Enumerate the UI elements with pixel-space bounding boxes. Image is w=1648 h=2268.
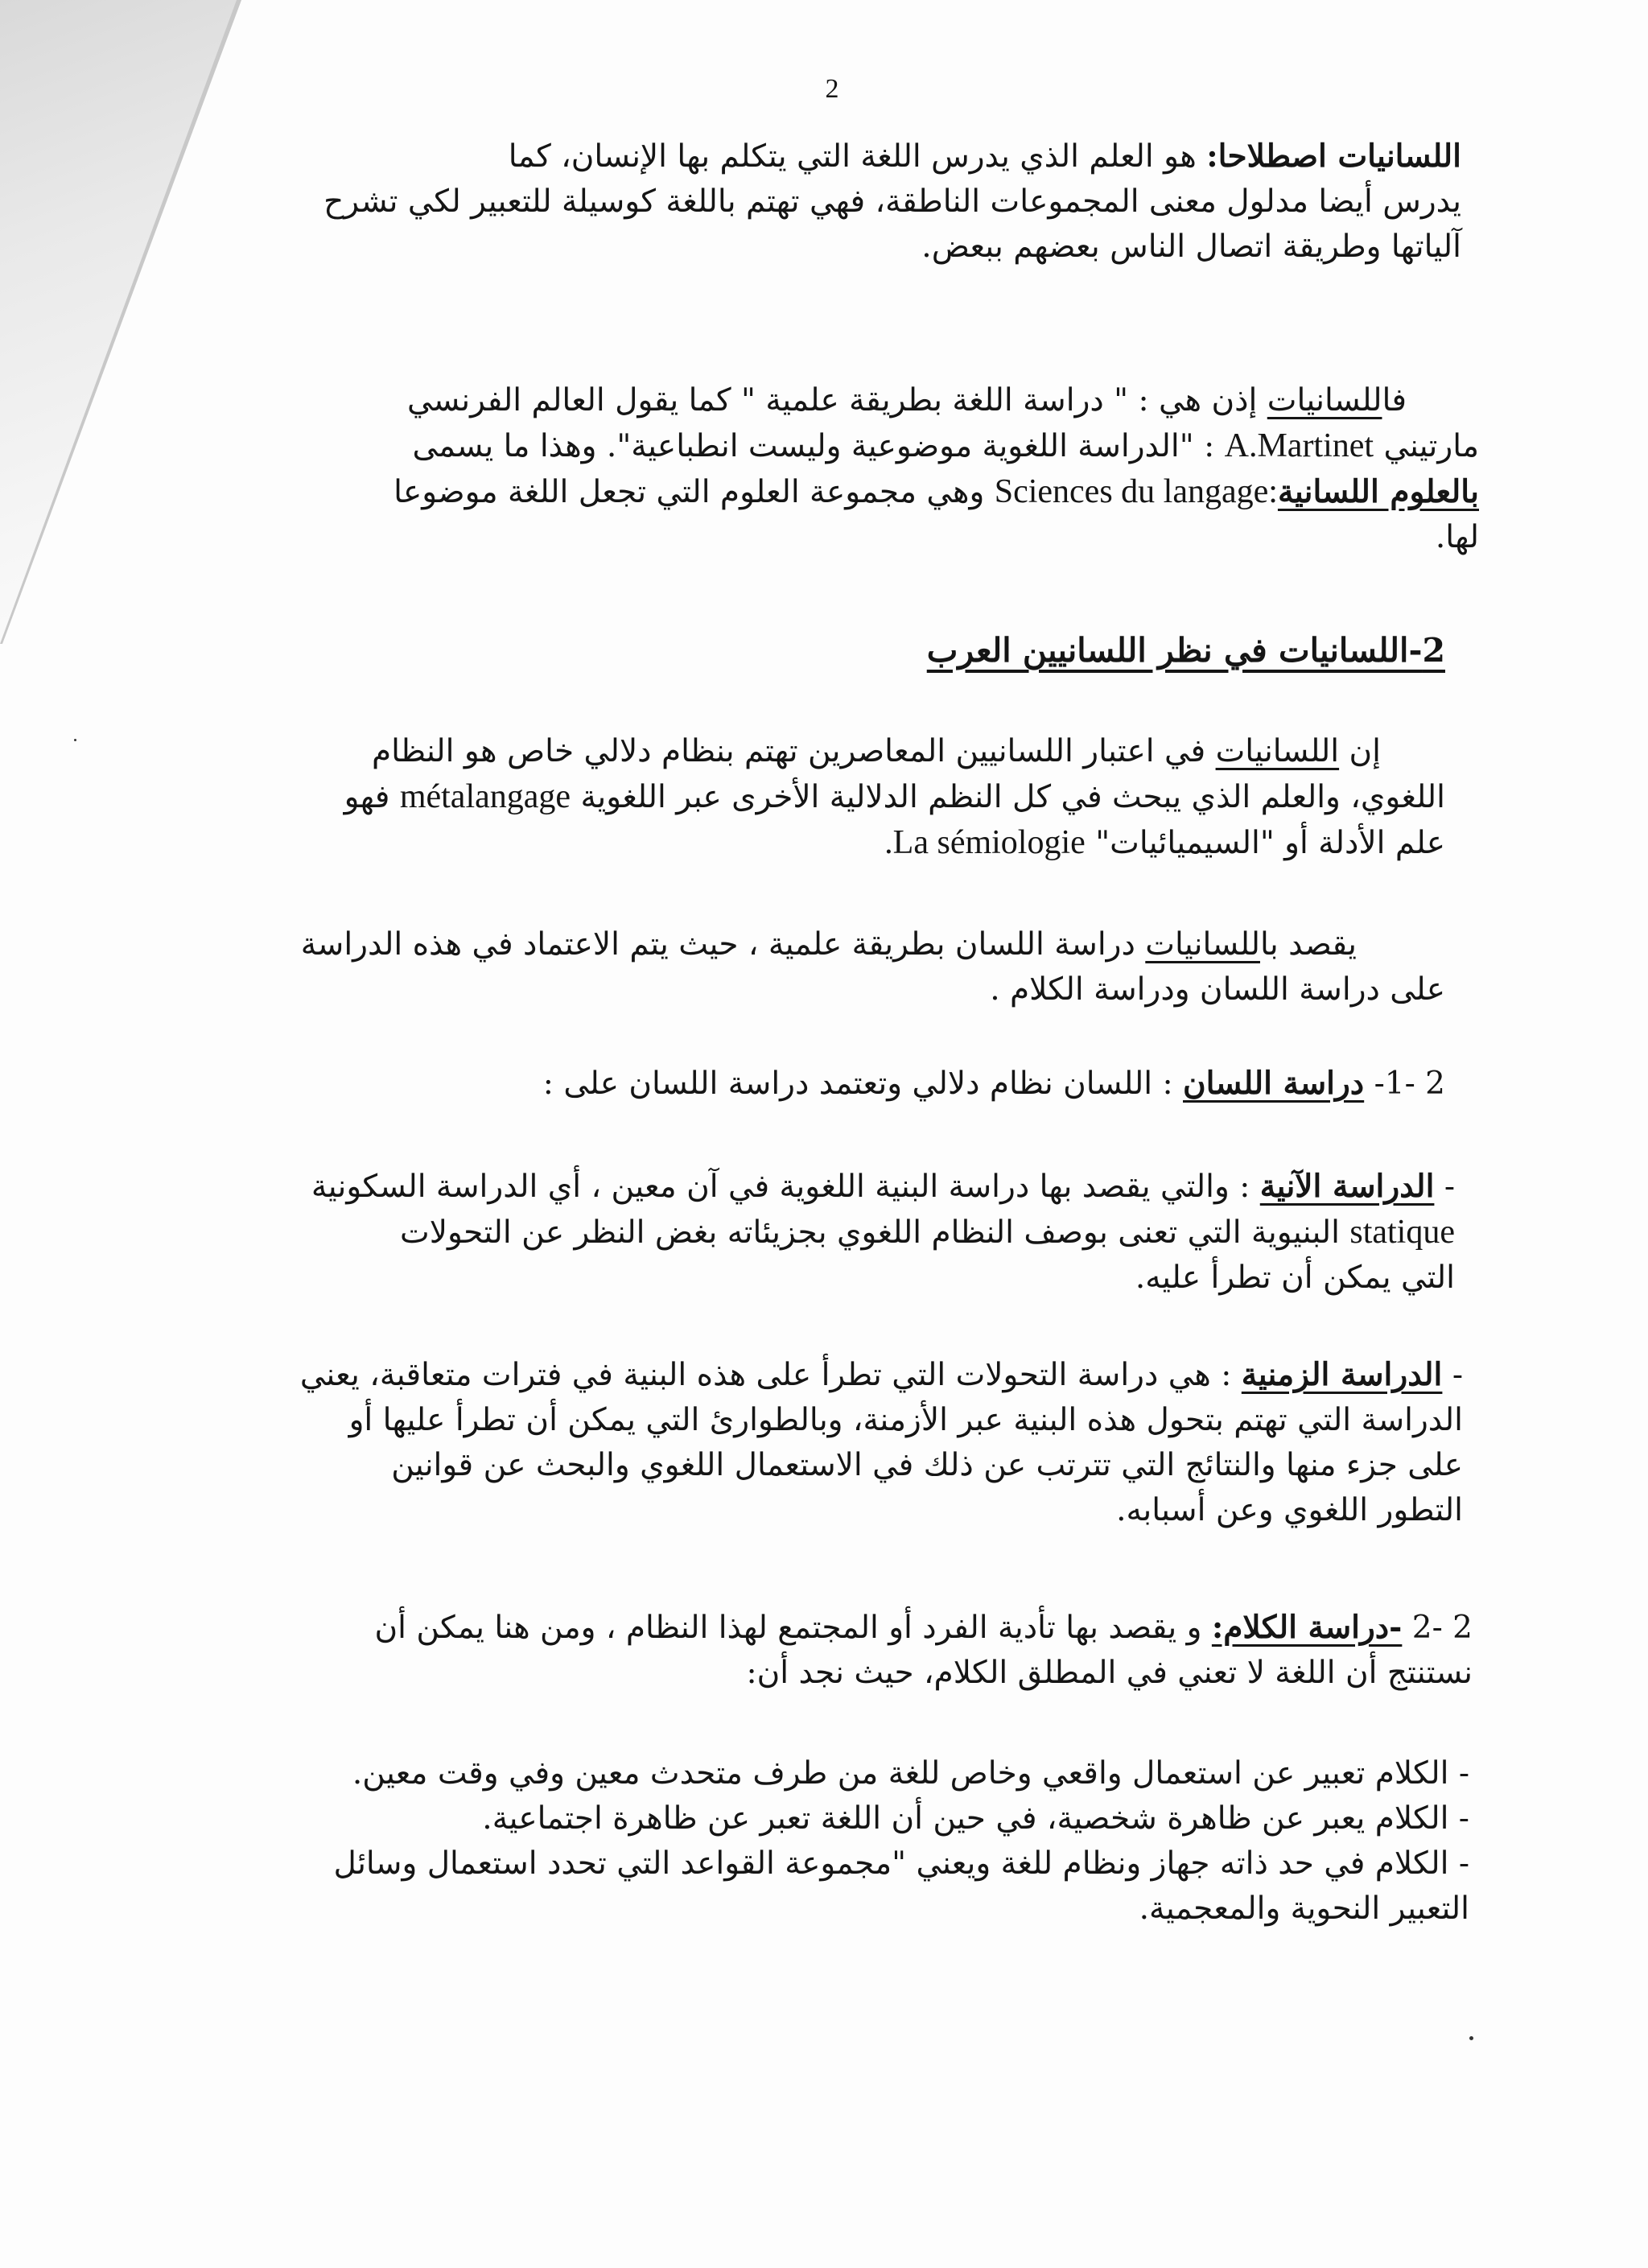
sub21-text: : اللسان نظام دلالي وتعتمد دراسة اللسان على : [542,1066,1173,1102]
term-linguistics-p3: اللسانيات [1215,733,1340,769]
p3-fahuwa: فهو [344,779,390,815]
diachronic-line-2: الدراسة التي تهتم بتحول هذه البنية عبر الأزمنة، وبالطوارئ التي يمكن أن تطرأ عليها أو [348,1402,1463,1438]
parole-characteristics-list [166,1751,1469,1932]
p3-inna: إن [1349,733,1381,769]
martinet-line-1: إذن هي : " دراسة اللغة بطريقة علمية " كما يقول العالم الفرنسي [406,382,1258,419]
sub21-number: 2 -1- [1374,1066,1445,1102]
p3-line-1: في اعتبار اللسانيين المعاصرين تهتم بنظام دلالي خاص هو النظام [372,733,1206,769]
synchronic-line-2: البنيوية التي تعنى بوصف النظام اللغوي بجزيئاته بغض النظر عن التحولات [400,1214,1340,1251]
martinet-name-latin: A.Martinet [1224,427,1374,464]
term-parole-study: -دراسة الكلام: [1211,1609,1403,1646]
diachronic-line-3: على جزء منها والنتائج التي تترتب عن ذلك في الاستعمال اللغوي والبحث عن قوانين [391,1447,1463,1483]
linguistics-purpose-paragraph [190,922,1445,1012]
page-number: 2 [825,74,839,104]
section-heading [721,628,1445,673]
definition-line-3: آلياتها وطريقة اتصال الناس بعضهم ببعض. [921,229,1461,265]
definition-line-1: هو العلم الذي يدرس اللغة التي يتكلم بها الإنسان، كما [508,138,1197,175]
diachronic-dash: - [1452,1357,1463,1393]
p3-line-2: اللغوي، والعلم الذي يبحث في كل النظم الدلالية الأخرى عبر اللغوية [580,779,1445,815]
term-synchronic: الدراسة الآنية [1259,1168,1435,1205]
list-item: - الكلام تعبير عن استعمال واقعي وخاص للغة من طرف متحدث معين وفي وقت معين. [352,1755,1469,1792]
p4-line-2: على دراسة اللسان ودراسة الكلام . [990,971,1445,1008]
term-linguistics: للسانيات [1267,382,1382,419]
semiologie: La sémiologie. [884,824,1086,861]
term-linguistic-sciences: بالعلوم اللسانية [1277,473,1479,510]
statique: statique [1349,1214,1455,1251]
synchronic-line-3: التي يمكن أن تطرأ عليه. [1135,1260,1455,1296]
lead-fa: فا [1382,382,1407,419]
diachronic-paragraph [175,1352,1463,1533]
martinet-name-ar: مارتيني [1383,428,1479,464]
p3-line-3: علم الأدلة أو "السيميائيات" [1095,825,1445,861]
definition-paragraph [206,134,1461,270]
martinet-line-4: لها. [1435,519,1479,555]
metalangage: métalangage [399,778,571,815]
scan-speck [74,739,76,741]
sub22-line-1: و يقصد بها تأدية الفرد أو المجتمع لهذا النظام ، ومن هنا يمكن أن [374,1610,1202,1646]
list-item: - الكلام في حد ذاته جهاز ونظام للغة ويعني "مجموعة القواعد التي تحدد استعمال وسائل [333,1845,1469,1882]
synchronic-line-1: : والتي يقصد بها دراسة البنية اللغوية في آن معين ، أي الدراسة السكونية [311,1169,1250,1205]
list-item: التعبير النحوية والمعجمية. [1139,1891,1469,1927]
martinet-paragraph [192,378,1479,560]
martinet-quote: : "الدراسة اللغوية موضوعية وليست انطباعية". وهذا ما يسمى [412,428,1215,464]
p4-yuqsad: يقصد با [1259,926,1357,963]
term-diachronic: الدراسة الزمنية [1241,1356,1443,1393]
diachronic-line-4: التطور اللغوي وعن أسبابه. [1116,1492,1463,1528]
arab-linguists-paragraph [174,729,1445,866]
martinet-line-3: وهي مجموعة العلوم التي تجعل اللغة موضوعا [393,474,985,510]
term-linguistics-definition: اللسانيات اصطلاحا: [1206,138,1461,175]
sub22-line-2: نستنتج أن اللغة لا تعني في المطلق الكلام، حيث نجد أن: [746,1655,1473,1691]
synchronic-paragraph [192,1164,1455,1301]
sub22-number: 2 -2 [1411,1610,1473,1646]
term-linguistics-p4: للسانيات [1145,926,1260,963]
section-2-heading: 2-اللسانيات في نظر اللسانيين العرب [926,631,1445,670]
definition-line-2: يدرس أيضا مدلول معنى المجموعات الناطقة، فهي تهتم باللغة كوسيلة للتعبير لكي تشرح [323,184,1461,220]
term-langue-study: دراسة اللسان [1183,1065,1365,1102]
subsection-2-1 [319,1061,1445,1107]
sciences-du-langage: :Sciences du langage [994,473,1278,510]
diachronic-line-1: : هي دراسة التحولات التي تطرأ على هذه البنية في فترات متعاقبة، يعني [299,1357,1232,1393]
synchronic-dash: - [1444,1169,1455,1205]
scan-speck [1469,2036,1473,2040]
subsection-2-2 [185,1605,1473,1696]
p4-line-1: دراسة اللسان بطريقة علمية ، حيث يتم الاعتماد في هذه الدراسة [300,926,1135,963]
list-item: - الكلام يعبر عن ظاهرة شخصية، في حين أن اللغة تعبر عن ظاهرة اجتماعية. [482,1800,1469,1837]
